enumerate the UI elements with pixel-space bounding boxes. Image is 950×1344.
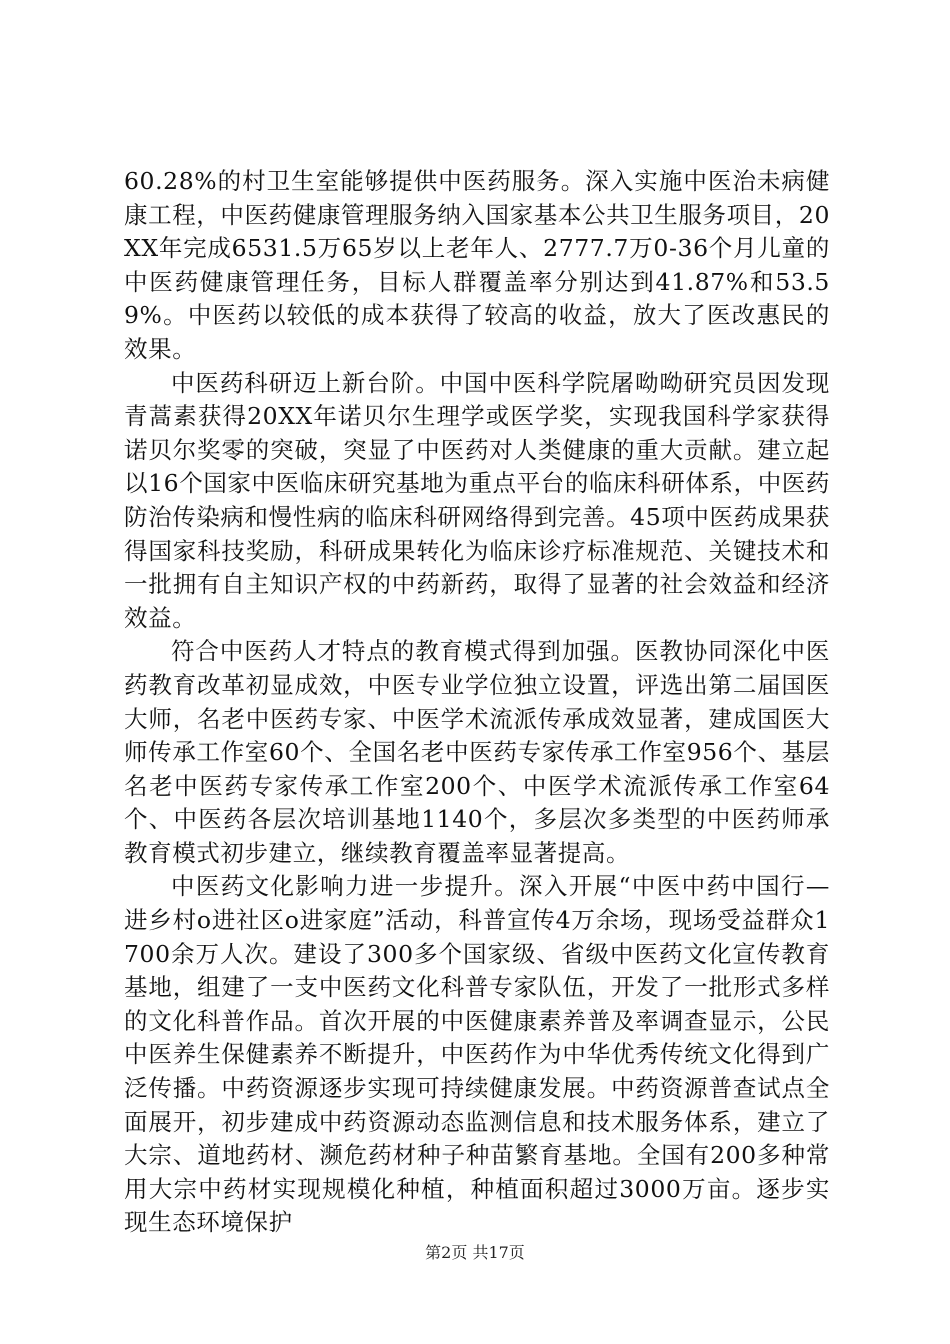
page-footer: 第2页 共17页 <box>425 1243 525 1262</box>
body-text <box>124 165 830 1240</box>
paragraph-continued: 60.28%的村卫生室能够提供中医药服务。深入实施中医治未病健康工程，中医药健康管理服务纳入国家基本公共卫生服务项目，20XX年完成6531.5万65岁以上老年人、2777.7万0-36个月儿童的中医药健康管理任务，目标人群覆盖率分别达到41.87%和53.59%。中医药以较低的成本获得了较高的收益，放大了医改惠民的效果。 <box>124 167 830 363</box>
paragraph-research: 中医药科研迈上新台阶。中国中医科学院屠呦呦研究员因发现青蒿素获得20XX年诺贝尔生理学或医学奖，实现我国科学家获得诺贝尔奖零的突破，突显了中医药对人类健康的重大贡献。建立起以16个国家中医临床研究基地为重点平台的临床科研体系，中医药防治传染病和慢性病的临床科研网络得到完善。45项中医药成果获得国家科技奖励，科研成果转化为临床诊疗标准规范、关键技术和一批拥有自主知识产权的中药新药，取得了显著的社会效益和经济效益。 <box>124 368 830 632</box>
paragraph-culture: 中医药文化影响力进一步提升。深入开展“中医中药中国行—进乡村o进社区o进家庭”活动，科普宣传4万余场，现场受益群众1700余万人次。建设了300多个国家级、省级中医药文化宣传教育基地，组建了一支中医药文化科普专家队伍，开发了一批形式多样的文化科普作品。首次开展的中医健康素养普及率调查显示，公民中医养生保健素养不断提升，中医药作为中华优秀传统文化得到广泛传播。中药资源逐步实现可持续健康发展。中药资源普查试点全面展开，初步建成中药资源动态监测信息和技术服务体系，建立了大宗、道地药材、濒危药材种子种苗繁育基地。全国有200多种常用大宗中药材实现规模化种植，种植面积超过3000万亩。逐步实现生态环境保护 <box>124 872 830 1237</box>
paragraph-education: 符合中医药人才特点的教育模式得到加强。医教协同深化中医药教育改革初显成效，中医专业学位独立设置，评选出第二届国医大师，名老中医药专家、中医学术流派传承成效显著，建成国医大师传承工作室60个、全国名老中医药专家传承工作室956个、基层名老中医药专家传承工作室200个、中医学术流派传承工作室64个、中医药各层次培训基地1140个，多层次多类型的中医药师承教育模式初步建立，继续教育覆盖率显著提高。 <box>124 637 830 867</box>
